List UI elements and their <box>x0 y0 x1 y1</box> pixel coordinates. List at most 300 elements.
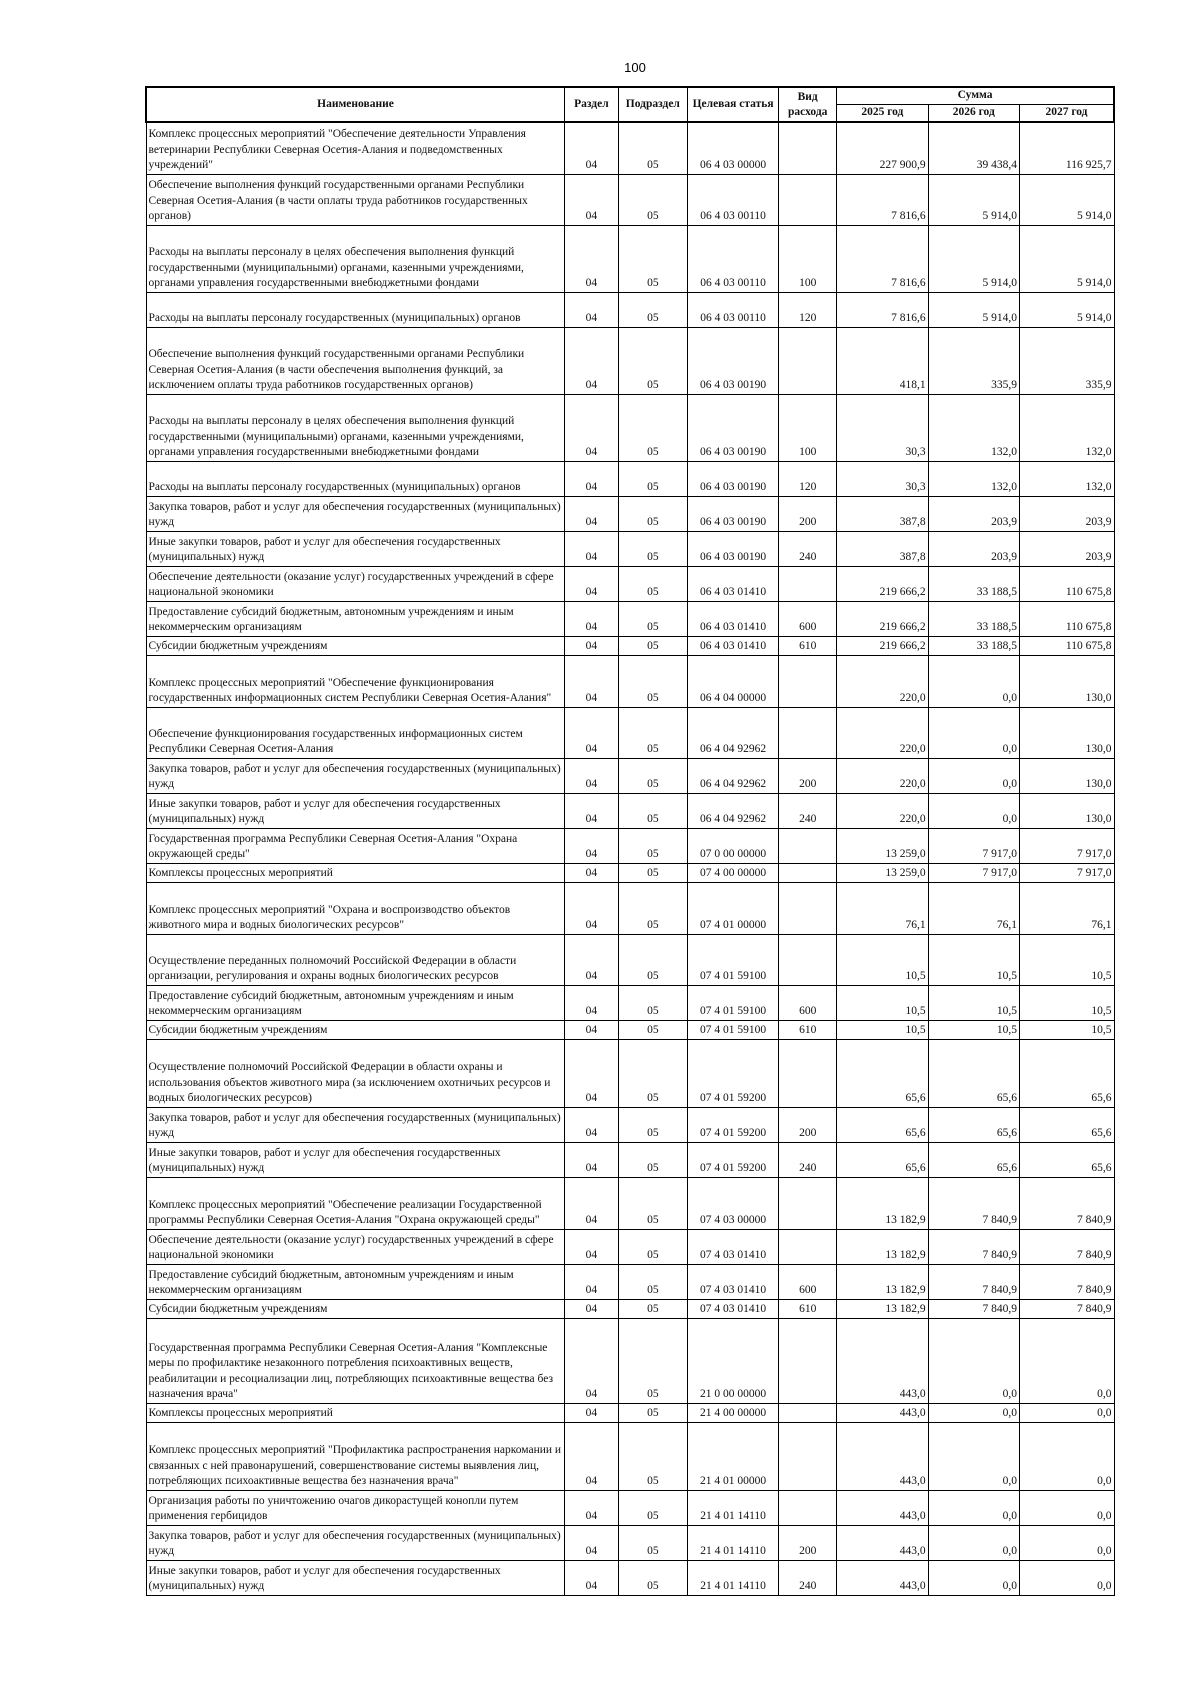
row-subsection: 05 <box>618 461 687 496</box>
row-sum-2025: 10,5 <box>837 1020 928 1039</box>
header-subsection: Подраздел <box>618 87 687 122</box>
row-sum-2025: 220,0 <box>837 758 928 793</box>
row-subsection: 05 <box>618 1560 687 1595</box>
row-section: 04 <box>564 496 618 531</box>
row-sum-2027: 0,0 <box>1019 1560 1114 1595</box>
row-subsection: 05 <box>618 122 687 174</box>
row-sum-2026: 76,1 <box>928 882 1019 934</box>
row-name: Расходы на выплаты персоналу государственных (муниципальных) органов <box>146 292 564 327</box>
row-target-article: 21 4 01 00000 <box>687 1422 778 1490</box>
row-sum-2025: 443,0 <box>837 1525 928 1560</box>
table-row <box>146 934 1114 985</box>
table-row <box>146 531 1114 566</box>
row-subsection: 05 <box>618 531 687 566</box>
row-expense-type <box>779 174 837 225</box>
row-section: 04 <box>564 882 618 934</box>
row-sum-2027: 7 840,9 <box>1019 1229 1114 1264</box>
row-name: Обеспечение деятельности (оказание услуг) государственных учреждений в сфере национальной экономики <box>146 566 564 601</box>
row-subsection: 05 <box>618 1229 687 1264</box>
row-target-article: 06 4 04 92962 <box>687 758 778 793</box>
row-name: Расходы на выплаты персоналу государственных (муниципальных) органов <box>146 461 564 496</box>
row-sum-2026: 7 917,0 <box>928 863 1019 882</box>
row-target-article: 06 4 04 92962 <box>687 707 778 758</box>
row-name: Субсидии бюджетным учреждениям <box>146 1020 564 1039</box>
row-sum-2027: 5 914,0 <box>1019 174 1114 225</box>
row-expense-type <box>779 828 837 863</box>
row-sum-2027: 76,1 <box>1019 882 1114 934</box>
row-section: 04 <box>564 174 618 225</box>
row-name: Организация работы по уничтожению очагов дикорастущей конопли путем применения гербицидов <box>146 1490 564 1525</box>
table-row <box>146 1229 1114 1264</box>
table-row <box>146 174 1114 225</box>
table-row <box>146 122 1114 174</box>
row-sum-2027: 110 675,8 <box>1019 636 1114 655</box>
table-row <box>146 1039 1114 1107</box>
row-sum-2027: 335,9 <box>1019 327 1114 394</box>
row-section: 04 <box>564 327 618 394</box>
row-sum-2027: 130,0 <box>1019 758 1114 793</box>
row-sum-2026: 203,9 <box>928 531 1019 566</box>
row-expense-type <box>779 1490 837 1525</box>
row-target-article: 06 4 04 00000 <box>687 655 778 707</box>
table-row <box>146 1490 1114 1525</box>
table-row <box>146 1142 1114 1177</box>
row-target-article: 07 4 03 00000 <box>687 1177 778 1229</box>
row-section: 04 <box>564 1107 618 1142</box>
row-sum-2026: 65,6 <box>928 1142 1019 1177</box>
row-expense-type <box>779 707 837 758</box>
row-expense-type <box>779 934 837 985</box>
row-sum-2027: 130,0 <box>1019 707 1114 758</box>
row-sum-2026: 0,0 <box>928 1490 1019 1525</box>
row-expense-type: 200 <box>779 758 837 793</box>
row-sum-2026: 7 917,0 <box>928 828 1019 863</box>
row-name: Закупка товаров, работ и услуг для обеспечения государственных (муниципальных) нужд <box>146 758 564 793</box>
row-sum-2025: 443,0 <box>837 1403 928 1422</box>
row-target-article: 21 0 00 00000 <box>687 1318 778 1403</box>
row-target-article: 07 4 00 00000 <box>687 863 778 882</box>
table-row <box>146 566 1114 601</box>
row-name: Осуществление полномочий Российской Федерации в области охраны и использования объектов животного мира (за исключением охотничьих ресурсов и водных биологических ресурсов) <box>146 1039 564 1107</box>
row-name: Предоставление субсидий бюджетным, автономным учреждениям и иным некоммерческим организациям <box>146 985 564 1020</box>
row-sum-2025: 219 666,2 <box>837 601 928 636</box>
row-sum-2025: 13 182,9 <box>837 1229 928 1264</box>
table-row <box>146 1020 1114 1039</box>
header-year-2026: 2026 год <box>928 104 1019 122</box>
row-sum-2026: 0,0 <box>928 655 1019 707</box>
row-sum-2027: 116 925,7 <box>1019 122 1114 174</box>
row-subsection: 05 <box>618 496 687 531</box>
row-section: 04 <box>564 863 618 882</box>
row-sum-2027: 203,9 <box>1019 531 1114 566</box>
row-name: Комплекс процессных мероприятий "Обеспечение функционирования государственных информационных систем Республики Северная Осетия-Алания" <box>146 655 564 707</box>
table-row <box>146 1560 1114 1595</box>
row-sum-2026: 132,0 <box>928 394 1019 461</box>
row-subsection: 05 <box>618 225 687 292</box>
row-target-article: 07 4 01 59200 <box>687 1142 778 1177</box>
row-sum-2027: 132,0 <box>1019 394 1114 461</box>
row-sum-2026: 33 188,5 <box>928 636 1019 655</box>
row-subsection: 05 <box>618 985 687 1020</box>
row-section: 04 <box>564 566 618 601</box>
row-sum-2027: 203,9 <box>1019 496 1114 531</box>
row-section: 04 <box>564 793 618 828</box>
row-subsection: 05 <box>618 1422 687 1490</box>
row-expense-type: 100 <box>779 394 837 461</box>
row-sum-2027: 132,0 <box>1019 461 1114 496</box>
table-row <box>146 461 1114 496</box>
row-expense-type <box>779 655 837 707</box>
table-row <box>146 882 1114 934</box>
row-sum-2025: 10,5 <box>837 934 928 985</box>
row-section: 04 <box>564 225 618 292</box>
row-name: Обеспечение деятельности (оказание услуг) государственных учреждений в сфере национальной экономики <box>146 1229 564 1264</box>
row-expense-type: 610 <box>779 1299 837 1318</box>
table-row <box>146 758 1114 793</box>
table-row <box>146 1177 1114 1229</box>
row-sum-2025: 10,5 <box>837 985 928 1020</box>
row-sum-2027: 130,0 <box>1019 655 1114 707</box>
row-section: 04 <box>564 1403 618 1422</box>
row-sum-2027: 7 840,9 <box>1019 1177 1114 1229</box>
row-subsection: 05 <box>618 292 687 327</box>
row-expense-type <box>779 1229 837 1264</box>
row-expense-type <box>779 327 837 394</box>
row-sum-2027: 10,5 <box>1019 985 1114 1020</box>
row-name: Государственная программа Республики Северная Осетия-Алания "Охрана окружающей среды" <box>146 828 564 863</box>
row-expense-type <box>779 1403 837 1422</box>
row-name: Обеспечение выполнения функций государственными органами Республики Северная Осетия-Алания (в части оплаты труда работников государственных органов) <box>146 174 564 225</box>
row-sum-2027: 110 675,8 <box>1019 566 1114 601</box>
row-target-article: 07 4 03 01410 <box>687 1299 778 1318</box>
row-subsection: 05 <box>618 1020 687 1039</box>
row-sum-2026: 132,0 <box>928 461 1019 496</box>
row-sum-2027: 10,5 <box>1019 934 1114 985</box>
row-name: Закупка товаров, работ и услуг для обеспечения государственных (муниципальных) нужд <box>146 496 564 531</box>
row-section: 04 <box>564 1560 618 1595</box>
row-section: 04 <box>564 461 618 496</box>
row-sum-2025: 387,8 <box>837 531 928 566</box>
row-expense-type <box>779 1039 837 1107</box>
row-expense-type <box>779 863 837 882</box>
row-sum-2026: 5 914,0 <box>928 292 1019 327</box>
row-subsection: 05 <box>618 1177 687 1229</box>
table-row <box>146 636 1114 655</box>
budget-table <box>145 86 1115 1596</box>
row-target-article: 07 0 00 00000 <box>687 828 778 863</box>
row-target-article: 06 4 03 00190 <box>687 496 778 531</box>
table-row <box>146 828 1114 863</box>
row-sum-2026: 0,0 <box>928 1560 1019 1595</box>
row-expense-type: 600 <box>779 985 837 1020</box>
row-target-article: 07 4 03 01410 <box>687 1264 778 1299</box>
row-expense-type: 240 <box>779 1560 837 1595</box>
row-section: 04 <box>564 1020 618 1039</box>
row-expense-type: 240 <box>779 793 837 828</box>
row-name: Обеспечение выполнения функций государственными органами Республики Северная Осетия-Алания (в части обеспечения выполнения функций, за исключением оплаты труда работников государственных органов) <box>146 327 564 394</box>
row-sum-2026: 7 840,9 <box>928 1229 1019 1264</box>
table-row <box>146 1107 1114 1142</box>
row-target-article: 07 4 01 59100 <box>687 934 778 985</box>
row-target-article: 21 4 01 14110 <box>687 1490 778 1525</box>
row-sum-2025: 65,6 <box>837 1142 928 1177</box>
table-row <box>146 496 1114 531</box>
row-name: Комплексы процессных мероприятий <box>146 1403 564 1422</box>
row-name: Комплекс процессных мероприятий "Охрана и воспроизводство объектов животного мира и водных биологических ресурсов" <box>146 882 564 934</box>
row-sum-2025: 7 816,6 <box>837 174 928 225</box>
row-target-article: 06 4 03 00000 <box>687 122 778 174</box>
row-section: 04 <box>564 1490 618 1525</box>
row-sum-2026: 39 438,4 <box>928 122 1019 174</box>
row-sum-2026: 7 840,9 <box>928 1299 1019 1318</box>
table-row <box>146 793 1114 828</box>
row-subsection: 05 <box>618 758 687 793</box>
row-subsection: 05 <box>618 828 687 863</box>
table-body <box>146 122 1114 1595</box>
table-row <box>146 327 1114 394</box>
row-section: 04 <box>564 828 618 863</box>
row-expense-type <box>779 566 837 601</box>
row-subsection: 05 <box>618 1525 687 1560</box>
row-section: 04 <box>564 985 618 1020</box>
table-row <box>146 985 1114 1020</box>
table-row <box>146 1299 1114 1318</box>
row-sum-2025: 13 182,9 <box>837 1299 928 1318</box>
row-name: Закупка товаров, работ и услуг для обеспечения государственных (муниципальных) нужд <box>146 1107 564 1142</box>
row-sum-2026: 0,0 <box>928 1422 1019 1490</box>
row-sum-2027: 65,6 <box>1019 1039 1114 1107</box>
row-target-article: 06 4 04 92962 <box>687 793 778 828</box>
row-section: 04 <box>564 1142 618 1177</box>
row-sum-2025: 30,3 <box>837 461 928 496</box>
row-name: Государственная программа Республики Северная Осетия-Алания "Комплексные меры по профилактике незаконного потребления психоактивных веществ, реабилитации и ресоциализации лиц, потребляющих психоактивные вещества без назначения врача" <box>146 1318 564 1403</box>
table-row <box>146 1403 1114 1422</box>
row-sum-2025: 443,0 <box>837 1490 928 1525</box>
row-target-article: 21 4 01 14110 <box>687 1560 778 1595</box>
row-expense-type <box>779 122 837 174</box>
row-sum-2025: 443,0 <box>837 1318 928 1403</box>
row-subsection: 05 <box>618 327 687 394</box>
row-sum-2027: 7 917,0 <box>1019 863 1114 882</box>
row-sum-2027: 0,0 <box>1019 1490 1114 1525</box>
row-subsection: 05 <box>618 793 687 828</box>
row-sum-2026: 335,9 <box>928 327 1019 394</box>
row-sum-2027: 65,6 <box>1019 1107 1114 1142</box>
row-subsection: 05 <box>618 707 687 758</box>
row-sum-2026: 0,0 <box>928 793 1019 828</box>
table-row <box>146 1318 1114 1403</box>
row-name: Субсидии бюджетным учреждениям <box>146 636 564 655</box>
row-section: 04 <box>564 1264 618 1299</box>
row-sum-2026: 5 914,0 <box>928 174 1019 225</box>
row-sum-2025: 227 900,9 <box>837 122 928 174</box>
header-name: Наименование <box>146 87 564 122</box>
row-section: 04 <box>564 1525 618 1560</box>
row-expense-type <box>779 1318 837 1403</box>
row-subsection: 05 <box>618 601 687 636</box>
row-expense-type: 200 <box>779 1525 837 1560</box>
row-name: Иные закупки товаров, работ и услуг для обеспечения государственных (муниципальных) нужд <box>146 1142 564 1177</box>
row-sum-2027: 0,0 <box>1019 1525 1114 1560</box>
row-section: 04 <box>564 655 618 707</box>
table-row <box>146 292 1114 327</box>
row-target-article: 21 4 01 14110 <box>687 1525 778 1560</box>
row-target-article: 06 4 03 00110 <box>687 292 778 327</box>
row-name: Иные закупки товаров, работ и услуг для обеспечения государственных (муниципальных) нужд <box>146 1560 564 1595</box>
row-name: Субсидии бюджетным учреждениям <box>146 1299 564 1318</box>
row-sum-2025: 76,1 <box>837 882 928 934</box>
row-sum-2026: 0,0 <box>928 1403 1019 1422</box>
row-sum-2026: 0,0 <box>928 1525 1019 1560</box>
row-name: Осуществление переданных полномочий Российской Федерации в области организации, регулирования и охраны водных биологических ресурсов <box>146 934 564 985</box>
row-sum-2025: 387,8 <box>837 496 928 531</box>
row-name: Комплекс процессных мероприятий "Обеспечение реализации Государственной программы Республики Северная Осетия-Алания "Охрана окружающей среды" <box>146 1177 564 1229</box>
row-sum-2026: 0,0 <box>928 1318 1019 1403</box>
row-section: 04 <box>564 1039 618 1107</box>
table-row <box>146 863 1114 882</box>
row-sum-2025: 443,0 <box>837 1422 928 1490</box>
row-section: 04 <box>564 1229 618 1264</box>
row-sum-2027: 10,5 <box>1019 1020 1114 1039</box>
row-section: 04 <box>564 1177 618 1229</box>
row-sum-2025: 65,6 <box>837 1039 928 1107</box>
table-row <box>146 655 1114 707</box>
row-subsection: 05 <box>618 1403 687 1422</box>
row-target-article: 06 4 03 00110 <box>687 174 778 225</box>
row-name: Комплекс процессных мероприятий "Профилактика распространения наркомании и связанных с ней правонарушений, совершенствование системы выявления лиц, потребляющих психоактивные вещества без назначения врача" <box>146 1422 564 1490</box>
row-name: Предоставление субсидий бюджетным, автономным учреждениям и иным некоммерческим организациям <box>146 601 564 636</box>
row-subsection: 05 <box>618 882 687 934</box>
row-sum-2027: 65,6 <box>1019 1142 1114 1177</box>
table-row <box>146 1422 1114 1490</box>
row-sum-2026: 65,6 <box>928 1107 1019 1142</box>
row-section: 04 <box>564 122 618 174</box>
row-sum-2025: 220,0 <box>837 793 928 828</box>
row-name: Комплексы процессных мероприятий <box>146 863 564 882</box>
row-expense-type: 200 <box>779 1107 837 1142</box>
row-target-article: 21 4 00 00000 <box>687 1403 778 1422</box>
row-sum-2026: 7 840,9 <box>928 1264 1019 1299</box>
row-sum-2027: 5 914,0 <box>1019 292 1114 327</box>
row-name: Предоставление субсидий бюджетным, автономным учреждениям и иным некоммерческим организациям <box>146 1264 564 1299</box>
row-name: Закупка товаров, работ и услуг для обеспечения государственных (муниципальных) нужд <box>146 1525 564 1560</box>
row-expense-type <box>779 882 837 934</box>
header-section: Раздел <box>564 87 618 122</box>
row-expense-type: 100 <box>779 225 837 292</box>
row-target-article: 06 4 03 01410 <box>687 566 778 601</box>
row-sum-2027: 7 840,9 <box>1019 1299 1114 1318</box>
row-subsection: 05 <box>618 1142 687 1177</box>
row-sum-2026: 33 188,5 <box>928 566 1019 601</box>
row-sum-2025: 7 816,6 <box>837 292 928 327</box>
row-subsection: 05 <box>618 1318 687 1403</box>
row-sum-2027: 0,0 <box>1019 1422 1114 1490</box>
row-sum-2025: 219 666,2 <box>837 636 928 655</box>
row-sum-2026: 5 914,0 <box>928 225 1019 292</box>
row-target-article: 07 4 01 59200 <box>687 1039 778 1107</box>
row-expense-type: 200 <box>779 496 837 531</box>
table-row <box>146 394 1114 461</box>
row-sum-2025: 443,0 <box>837 1560 928 1595</box>
row-subsection: 05 <box>618 1107 687 1142</box>
row-sum-2026: 203,9 <box>928 496 1019 531</box>
row-sum-2027: 5 914,0 <box>1019 225 1114 292</box>
row-section: 04 <box>564 758 618 793</box>
row-sum-2025: 30,3 <box>837 394 928 461</box>
row-name: Расходы на выплаты персоналу в целях обеспечения выполнения функций государственными (муниципальными) органами, казенными учреждениями, органами управления государственными внебюджетными фондами <box>146 394 564 461</box>
row-expense-type: 600 <box>779 1264 837 1299</box>
table-row <box>146 707 1114 758</box>
row-sum-2026: 7 840,9 <box>928 1177 1019 1229</box>
row-subsection: 05 <box>618 863 687 882</box>
row-subsection: 05 <box>618 566 687 601</box>
row-target-article: 07 4 01 00000 <box>687 882 778 934</box>
row-expense-type <box>779 1422 837 1490</box>
row-name: Иные закупки товаров, работ и услуг для обеспечения государственных (муниципальных) нужд <box>146 531 564 566</box>
row-target-article: 07 4 01 59100 <box>687 985 778 1020</box>
row-sum-2025: 418,1 <box>837 327 928 394</box>
row-sum-2027: 110 675,8 <box>1019 601 1114 636</box>
row-sum-2026: 10,5 <box>928 934 1019 985</box>
row-sum-2025: 13 259,0 <box>837 863 928 882</box>
row-subsection: 05 <box>618 655 687 707</box>
row-section: 04 <box>564 292 618 327</box>
row-section: 04 <box>564 707 618 758</box>
row-sum-2027: 0,0 <box>1019 1318 1114 1403</box>
page-number: 100 <box>624 60 646 75</box>
row-expense-type <box>779 1177 837 1229</box>
header-year-2025: 2025 год <box>837 104 928 122</box>
row-sum-2026: 65,6 <box>928 1039 1019 1107</box>
row-sum-2027: 7 840,9 <box>1019 1264 1114 1299</box>
row-expense-type: 240 <box>779 531 837 566</box>
row-sum-2025: 65,6 <box>837 1107 928 1142</box>
row-name: Комплекс процессных мероприятий "Обеспечение деятельности Управления ветеринарии Республики Северная Осетия-Алания и подведомственных учреждений" <box>146 122 564 174</box>
row-target-article: 06 4 03 00110 <box>687 225 778 292</box>
table-row <box>146 1264 1114 1299</box>
row-expense-type: 120 <box>779 461 837 496</box>
header-target-article: Целевая статья <box>687 87 778 122</box>
table-header <box>146 87 1114 122</box>
row-sum-2026: 10,5 <box>928 1020 1019 1039</box>
row-sum-2025: 13 182,9 <box>837 1177 928 1229</box>
row-sum-2025: 7 816,6 <box>837 225 928 292</box>
row-target-article: 06 4 03 00190 <box>687 327 778 394</box>
row-sum-2027: 0,0 <box>1019 1403 1114 1422</box>
row-expense-type: 610 <box>779 636 837 655</box>
row-sum-2025: 220,0 <box>837 707 928 758</box>
row-name: Расходы на выплаты персоналу в целях обеспечения выполнения функций государственными (муниципальными) органами, казенными учреждениями, органами управления государственными внебюджетными фондами <box>146 225 564 292</box>
row-section: 04 <box>564 934 618 985</box>
row-section: 04 <box>564 1318 618 1403</box>
row-subsection: 05 <box>618 1490 687 1525</box>
row-sum-2025: 13 259,0 <box>837 828 928 863</box>
row-sum-2026: 0,0 <box>928 707 1019 758</box>
row-subsection: 05 <box>618 934 687 985</box>
table-row <box>146 601 1114 636</box>
row-sum-2025: 220,0 <box>837 655 928 707</box>
row-target-article: 06 4 03 00190 <box>687 531 778 566</box>
row-target-article: 06 4 03 00190 <box>687 461 778 496</box>
table-row <box>146 225 1114 292</box>
row-section: 04 <box>564 531 618 566</box>
row-sum-2026: 10,5 <box>928 985 1019 1020</box>
row-expense-type: 240 <box>779 1142 837 1177</box>
row-subsection: 05 <box>618 1299 687 1318</box>
header-sum: Сумма <box>837 87 1114 104</box>
row-target-article: 06 4 03 00190 <box>687 394 778 461</box>
row-target-article: 06 4 03 01410 <box>687 636 778 655</box>
